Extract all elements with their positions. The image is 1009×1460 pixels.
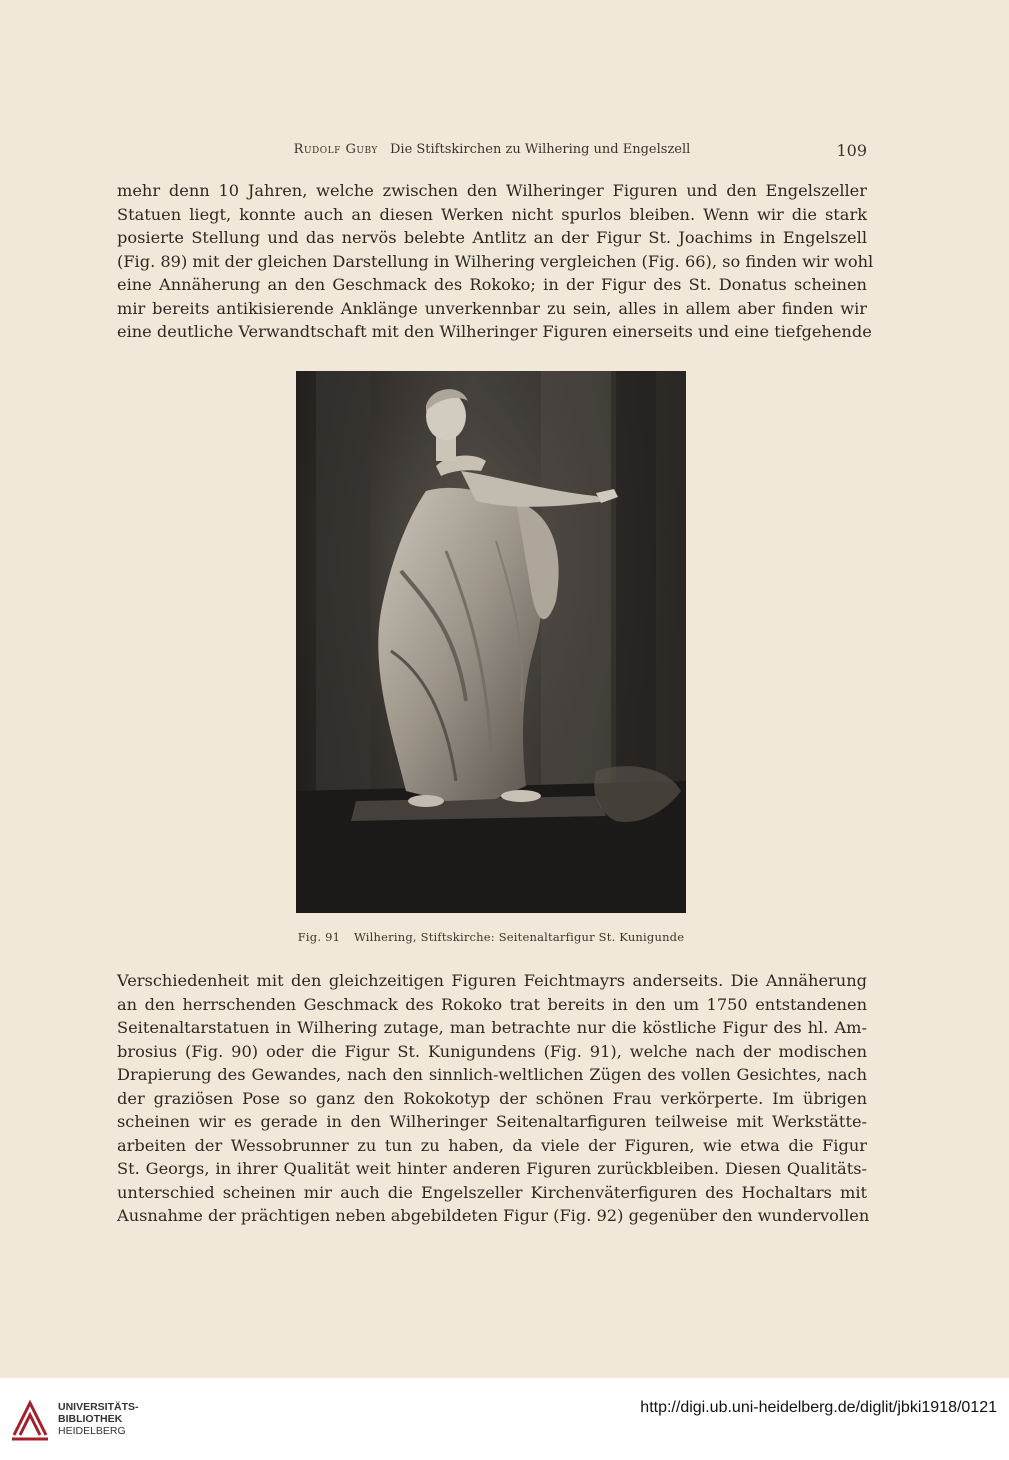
header-title: Die Stiftskirchen zu Wilhering und Engelszell (389, 142, 691, 157)
figure-caption-text: Wilhering, Stiftskirche: Seitenaltarfigur St. Kunigunde (353, 930, 685, 944)
figure-plate (296, 371, 686, 913)
text-line: (Fig. 89) mit der gleichen Darstellung in Wilhering vergleichen (Fig. 66), so finden wir wohl (117, 251, 874, 271)
source-url-link[interactable]: http://digi.ub.uni-heidelberg.de/diglit/jbki1918/0121 (640, 1399, 997, 1416)
library-line-1: UNIVERSITÄTS- (58, 1401, 139, 1413)
text-line: der graziösen Pose so ganz den Rokokotyp der schönen Frau verkörperte. Im übrigen (117, 1088, 867, 1108)
text-line: mehr denn 10 Jahren, welche zwischen den Wilheringer Figuren und den Engelszeller (117, 181, 867, 200)
page-number: 109 (836, 141, 867, 160)
text-line: Seitenaltarstatuen in Wilhering zutage, man betrachte nur die köstliche Figur des hl. Am- (117, 1018, 867, 1037)
text-line: St. Georgs, in ihrer Qualität weit hinter anderen Figuren zurückbleiben. Diesen Qualitäts- (117, 1159, 867, 1178)
header-author: Rudolf Guby (293, 142, 378, 157)
text-line: eine Annäherung an den Geschmack des Rokoko; in der Figur des St. Donatus scheinen (117, 275, 867, 294)
text-line: an den herrschenden Geschmack des Rokoko trat bereits in den um 1750 entstandenen (117, 994, 867, 1014)
text-line: Drapierung des Gewandes, nach den sinnlich-weltlichen Zügen des vollen Gesichtes, nach (117, 1065, 867, 1084)
library-line-3: HEIDELBERG (58, 1425, 126, 1437)
text-line: arbeiten der Wessobrunner zu tun zu haben, da viele der Figuren, wie etwa die Figur (117, 1135, 867, 1155)
text-line: scheinen wir es gerade in den Wilheringer Seitenaltarfiguren teilweise mit Werkstätte- (117, 1112, 867, 1131)
figure-label: Fig. 91 (297, 930, 341, 944)
text-line: Ausnahme der prächtigen neben abgebildeten Figur (Fig. 92) gegenüber den wundervollen (117, 1206, 870, 1225)
figure-caption (296, 930, 686, 944)
text-line: unterschied scheinen mir auch die Engelszeller Kirchenväterfiguren des Hochaltars mit (117, 1182, 867, 1202)
text-line: Statuen liegt, konnte auch an diesen Werken nicht spurlos bleiben. Wenn wir die stark (117, 204, 867, 224)
text-line: eine deutliche Verwandtschaft mit den Wilheringer Figuren einerseits und eine tiefgehende (117, 322, 872, 341)
running-head-center (117, 142, 867, 157)
text-line: posierte Stellung und das nervös belebte Antlitz an der Figur St. Joachims in Engelszell (117, 228, 867, 247)
library-line-2: BIBLIOTHEK (58, 1413, 123, 1425)
paragraph-2 (117, 969, 870, 1228)
paragraph-1 (117, 179, 874, 344)
statue-photograph (296, 371, 686, 913)
university-library-logo-icon (10, 1395, 50, 1443)
text-line: brosius (Fig. 90) oder die Figur St. Kunigundens (Fig. 91), welche nach der modischen (117, 1041, 867, 1061)
text-line: mir bereits antikisierende Anklänge unverkennbar zu sein, alles in allem aber finden wir (117, 298, 867, 318)
footer-bar (0, 1378, 1009, 1460)
library-name (58, 1401, 139, 1437)
text-line: Verschiedenheit mit den gleichzeitigen Figuren Feichtmayrs anderseits. Die Annäherung (117, 971, 867, 990)
